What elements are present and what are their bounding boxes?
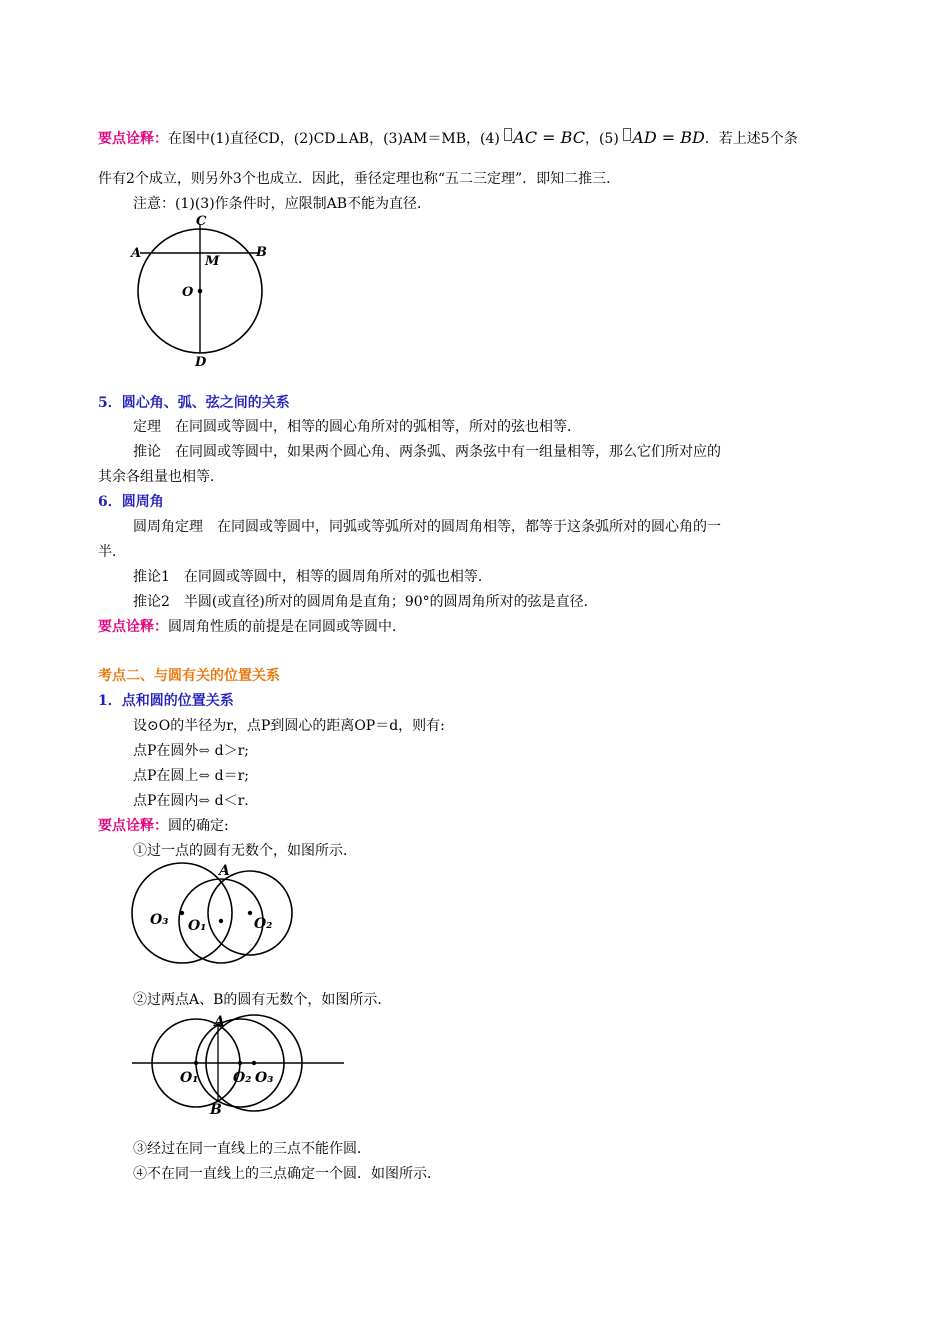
item-3: ③经过在同一直线上的三点不能作圆． xyxy=(133,1141,371,1157)
part-2-note xyxy=(98,816,229,836)
item-2: ②过两点A、B的圆有无数个，如图所示． xyxy=(133,992,392,1008)
note-text: 圆的确定: xyxy=(168,818,229,834)
note-text: 圆周角性质的前提是在同圆或等圆中． xyxy=(168,619,406,635)
point-inside-line xyxy=(133,791,258,811)
label-o: O xyxy=(182,285,194,300)
note-text-a: 在图中(1)直径CD，(2)CD⊥AB，(3)AM＝MB，(4) xyxy=(168,131,500,147)
iff-icon: ⇔ xyxy=(198,768,211,784)
arc-symbol-icon xyxy=(623,128,631,141)
label-o1: O₁ xyxy=(180,1070,199,1086)
section-6-note xyxy=(98,617,406,637)
section-6-title: 6．圆周角 xyxy=(98,494,164,510)
section-6-theorem-1: 圆周角定理 在同圆或等圆中，同弧或等弧所对的圆周角相等，都等于这条弧所对的圆心角的一 xyxy=(133,519,721,535)
label-b: B xyxy=(256,245,267,260)
item-1: ①过一点的圆有无数个，如图所示． xyxy=(133,843,357,859)
section-6-corollary-2: 推论2 半圆(或直径)所对的圆周角是直角；90°的圆周角所对的弦是直径． xyxy=(133,594,598,610)
point-inside-text: 点P在圆内 xyxy=(133,793,199,809)
arc-equation-2: AD = BD xyxy=(632,128,705,147)
label-o2: O₂ xyxy=(254,916,273,932)
label-m: M xyxy=(205,254,220,269)
label-a: A xyxy=(219,863,230,879)
note-label: 要点诠释： xyxy=(98,131,168,147)
label-o3: O₃ xyxy=(255,1070,274,1086)
label-a: A xyxy=(214,1014,225,1030)
label-o3: O₃ xyxy=(150,912,169,928)
note-label: 要点诠释： xyxy=(98,818,168,834)
section-6-theorem-2: 半． xyxy=(98,544,126,560)
perpendicular-diameter-figure xyxy=(128,212,278,372)
arc-equation-1: AC = BC xyxy=(513,128,585,147)
point-on-condition: d＝r; xyxy=(214,768,249,784)
note-line-2: 件有2个成立，则另外3个也成立．因此，垂径定理也称“五二三定理”．即知二推三． xyxy=(98,171,621,187)
note-text-b: ，(5) xyxy=(584,131,619,147)
note-line-1 xyxy=(98,128,798,149)
circles-through-one-point-figure xyxy=(128,860,308,970)
point-outside-text: 点P在圆外 xyxy=(133,743,199,759)
label-a: A xyxy=(131,246,142,261)
part-2-title: 考点二、与圆有关的位置关系 xyxy=(98,668,280,684)
point-inside-condition: d＜r． xyxy=(214,793,259,809)
part-2-intro: 设⊙O的半径为r，点P到圆心的距离OP＝d，则有: xyxy=(133,718,445,734)
section-5-theorem: 定理 在同圆或等圆中，相等的圆心角所对的弧相等，所对的弦也相等． xyxy=(133,419,581,435)
iff-icon: ⇔ xyxy=(198,743,211,759)
section-5-corollary-2: 其余各组量也相等． xyxy=(98,469,224,485)
label-c: C xyxy=(196,214,207,229)
label-o2: O₂ xyxy=(233,1070,252,1086)
circles-through-two-points-figure xyxy=(128,1010,348,1120)
point-on-line xyxy=(133,766,249,786)
point-on-text: 点P在圆上 xyxy=(133,768,199,784)
part-2-subtitle-1: 1．点和圆的位置关系 xyxy=(98,693,234,709)
note-text-c: ．若上述5个条 xyxy=(704,131,798,147)
iff-icon: ⇔ xyxy=(198,793,211,809)
note-label: 要点诠释： xyxy=(98,619,168,635)
section-5-title: 5．圆心角、弧、弦之间的关系 xyxy=(98,395,290,411)
item-4: ④不在同一直线上的三点确定一个圆．如图所示． xyxy=(133,1166,441,1182)
note-line-3: 注意：(1)(3)作条件时，应限制AB不能为直径． xyxy=(133,196,432,212)
section-5-corollary-1: 推论 在同圆或等圆中，如果两个圆心角、两条弧、两条弦中有一组量相等，那么它们所对应的 xyxy=(133,444,721,460)
point-outside-line xyxy=(133,741,249,761)
label-b: B xyxy=(210,1102,222,1118)
label-d: D xyxy=(195,355,207,370)
point-outside-condition: d＞r; xyxy=(214,743,249,759)
arc-symbol-icon xyxy=(504,128,512,141)
label-o1: O₁ xyxy=(188,918,207,934)
section-6-corollary-1: 推论1 在同圆或等圆中，相等的圆周角所对的弧也相等． xyxy=(133,569,492,585)
